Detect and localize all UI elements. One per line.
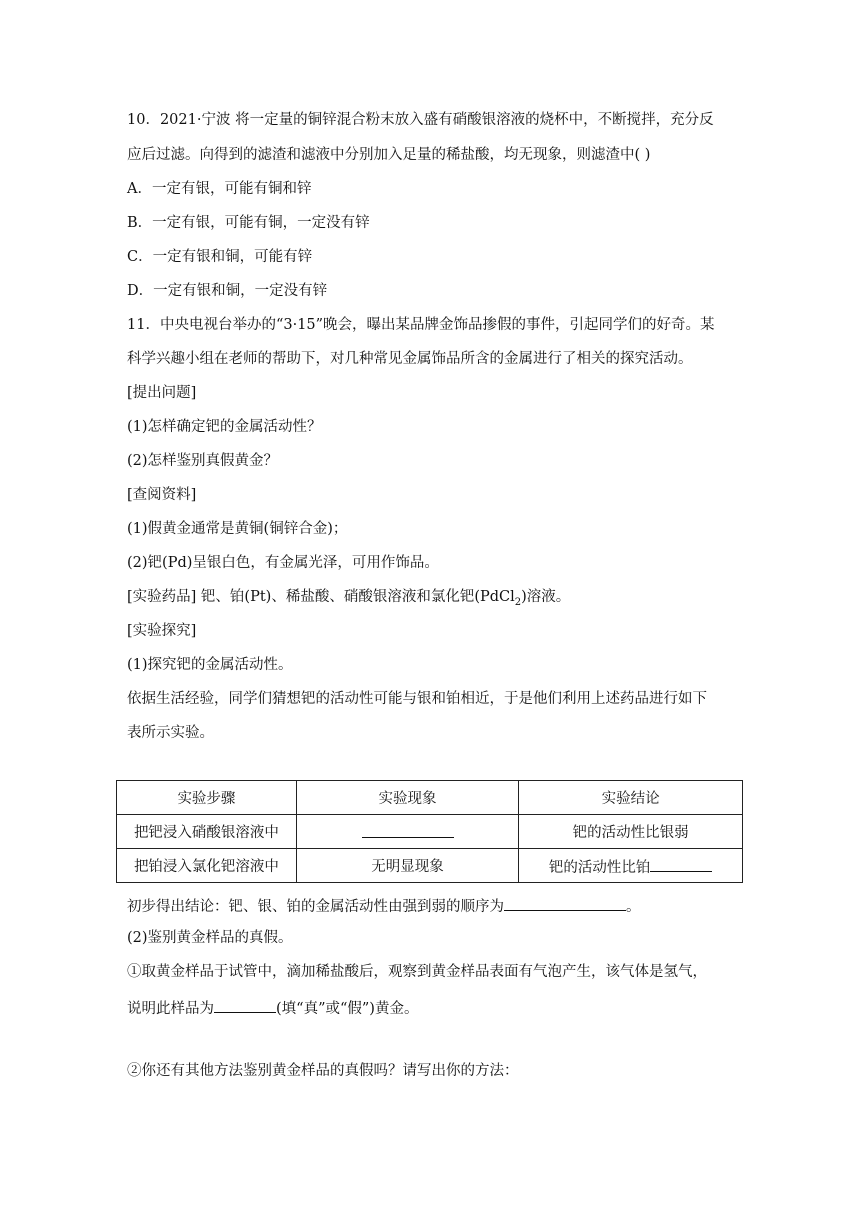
q10-option-c[interactable]: C．一定有银和铜，可能有锌 xyxy=(127,249,313,265)
step-1-line1: ①取黄金样品于试管中，滴加稀盐酸后，观察到黄金样品表面有气泡产生，该气体是氢气， xyxy=(127,964,707,980)
q11-stem-line2: 科学兴趣小组在老师的帮助下，对几种常见金属饰品所含的金属进行了相关的探究活动。 xyxy=(127,351,693,367)
table-header-row xyxy=(117,781,743,815)
experiment-table xyxy=(116,780,743,883)
table-cell-text: 钯的活动性比铂 xyxy=(548,859,651,876)
explore-text-line2: 表所示实验。 xyxy=(127,725,214,741)
table-cell xyxy=(296,815,518,849)
reagents-line xyxy=(127,587,570,613)
table-header-cell: 实验步骤 xyxy=(117,781,297,815)
table-cell: 无明显现象 xyxy=(296,849,518,883)
conclusion-text: 初步得出结论：钯、银、铂的金属活动性由强到弱的顺序为 xyxy=(127,899,504,915)
q10-option-a[interactable]: A．一定有银，可能有铜和锌 xyxy=(127,181,312,197)
answer-blank[interactable] xyxy=(504,894,626,911)
question-item-2: (2)怎样鉴别真假黄金？ xyxy=(127,453,279,469)
section-heading-data: [查阅资料] xyxy=(127,487,197,503)
q10-option-b[interactable]: B．一定有银，可能有铜，一定没有锌 xyxy=(127,215,370,231)
table-cell: 钯的活动性比银弱 xyxy=(519,815,743,849)
step-2-line: ②你还有其他方法鉴别黄金样品的真假吗？请写出你的方法： xyxy=(127,1063,519,1079)
section-heading-question: [提出问题] xyxy=(127,385,197,401)
data-item-1: (1)假黄金通常是黄铜(铜锌合金)； xyxy=(127,521,348,537)
answer-blank[interactable] xyxy=(650,855,712,872)
step-1-text: 说明此样品为 xyxy=(127,1001,214,1017)
section-heading-explore: [实验探究] xyxy=(127,623,197,639)
q10-stem-line1: 10．2021·宁波 将一定量的铜锌混合粉末放入盛有硝酸银溶液的烧杯中，不断搅拌，充分反 xyxy=(127,112,714,128)
q10-stem-line2: 应后过滤。向得到的滤渣和滤液中分别加入足量的稀盐酸，均无现象，则滤渣中( ) xyxy=(127,147,651,163)
step-1-text-end: (填“真”或“假”)黄金。 xyxy=(276,1001,419,1017)
question-item-1: (1)怎样确定钯的金属活动性？ xyxy=(127,419,322,435)
table-cell: 把铂浸入氯化钯溶液中 xyxy=(117,849,297,883)
table-header-cell: 实验结论 xyxy=(519,781,743,815)
step-1-line2 xyxy=(127,996,418,1019)
answer-blank[interactable] xyxy=(362,821,454,838)
explore-item-2: (2)鉴别黄金样品的真假。 xyxy=(127,930,293,946)
data-item-2: (2)钯(Pd)呈银白色，有金属光泽，可用作饰品。 xyxy=(127,555,439,571)
table-row xyxy=(117,815,743,849)
reagents-subscript: 2 xyxy=(514,596,522,608)
table-cell: 把钯浸入硝酸银溶液中 xyxy=(117,815,297,849)
q10-option-d[interactable]: D．一定有银和铜，一定没有锌 xyxy=(127,283,328,299)
conclusion-line xyxy=(127,894,641,917)
reagents-text: [实验药品] 钯、铂(Pt)、稀盐酸、硝酸银溶液和氯化钯(PdCl xyxy=(127,589,515,605)
explore-item-1: (1)探究钯的金属活动性。 xyxy=(127,657,293,673)
table-cell xyxy=(519,849,743,883)
conclusion-period: 。 xyxy=(626,899,641,915)
explore-text-line1: 依据生活经验，同学们猜想钯的活动性可能与银和铂相近，于是他们利用上述药品进行如下 xyxy=(127,691,707,707)
q11-stem-line1: 11．中央电视台举办的“3·15”晚会，曝出某品牌金饰品掺假的事件，引起同学们的好奇。某 xyxy=(127,317,715,333)
table-row xyxy=(117,849,743,883)
reagents-text-end: )溶液。 xyxy=(521,589,571,605)
table-header-cell: 实验现象 xyxy=(296,781,518,815)
answer-blank[interactable] xyxy=(214,996,276,1013)
